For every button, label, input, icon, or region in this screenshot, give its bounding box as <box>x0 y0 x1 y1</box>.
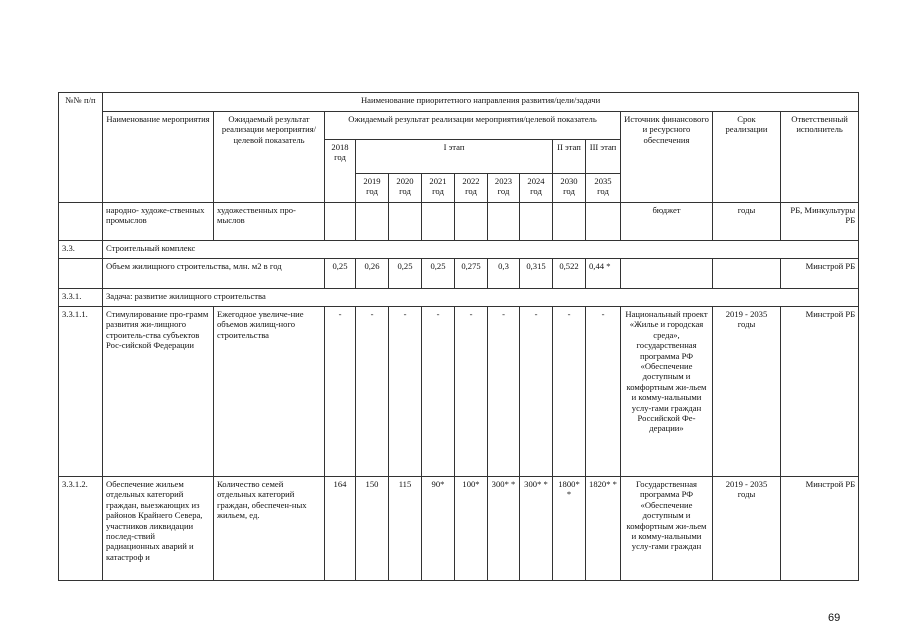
header-term: Срок реализации <box>713 112 781 203</box>
row-source: Национальный проект «Жилье и городская среда», государственная программа РФ «Обеспечение доступным и комфортным жи-льем и комму-нальными услу-гами граждан Российской Фе-дерации» <box>621 307 713 477</box>
table-row <box>59 477 859 581</box>
value-cell: - <box>520 307 553 477</box>
value-cell: 0,3 <box>488 259 520 289</box>
section-title: Задача: развитие жилищного строительства <box>103 289 859 307</box>
cont-term: годы <box>713 203 781 241</box>
header-expected-result-group: Ожидаемый результат реализации мероприятия/целевой показатель <box>325 112 621 140</box>
header-year: 2022 год <box>455 174 488 203</box>
header-year: 2024 год <box>520 174 553 203</box>
row-result: Ежегодное увеличе-ние объемов жилищ-ного строительства <box>214 307 325 477</box>
section-num: 3.3. <box>59 241 103 259</box>
header-2018: 2018 год <box>325 140 356 203</box>
row-source: Государственная программа РФ «Обеспечение доступным и комфортным жи-льем и комму-нальными услу-гами граждан <box>621 477 713 581</box>
volume-responsible: Минстрой РБ <box>781 259 859 289</box>
value-cell: 0,275 <box>455 259 488 289</box>
header-measure-name: Наименование мероприятия <box>103 112 214 203</box>
header-year: 2023 год <box>488 174 520 203</box>
cont-source: бюджет <box>621 203 713 241</box>
value-cell: - <box>325 307 356 477</box>
plan-table <box>58 92 859 581</box>
value-cell: 100* <box>455 477 488 581</box>
cont-result: художественных про-мыслов <box>214 203 325 241</box>
value-cell: 115 <box>389 477 422 581</box>
value-cell: 0,25 <box>389 259 422 289</box>
table-row <box>59 307 859 477</box>
cont-responsible: РБ, Минкультуры РБ <box>781 203 859 241</box>
header-stage-3: III этап <box>586 140 621 174</box>
value-cell: 0,44 * <box>586 259 621 289</box>
row-result: Количество семей отдельных категорий граждан, обеспечен-ных жильем, ед. <box>214 477 325 581</box>
header-stage-2: II этап <box>553 140 586 174</box>
row-responsible: Минстрой РБ <box>781 477 859 581</box>
row-term: 2019 - 2035 годы <box>713 307 781 477</box>
cont-name: народно- художе-ственных промыслов <box>103 203 214 241</box>
header-num: №№ п/п <box>59 93 103 203</box>
value-cell: - <box>356 307 389 477</box>
value-cell: 150 <box>356 477 389 581</box>
header-year: 2019 год <box>356 174 389 203</box>
header-source: Источник финансового и ресурсного обеспечения <box>621 112 713 203</box>
value-cell: 300* * <box>488 477 520 581</box>
header-expected-result: Ожидаемый результат реализации мероприятия/целевой показатель <box>214 112 325 203</box>
row-num: 3.3.1.1. <box>59 307 103 477</box>
table-row <box>59 203 859 241</box>
value-cell: - <box>488 307 520 477</box>
section-row <box>59 289 859 307</box>
section-num: 3.3.1. <box>59 289 103 307</box>
value-cell: 0,25 <box>422 259 455 289</box>
value-cell: 164 <box>325 477 356 581</box>
table-row <box>59 259 859 289</box>
row-responsible: Минстрой РБ <box>781 307 859 477</box>
row-name: Обеспечение жильем отдельных категорий граждан, выезжающих из районов Крайнего Севера, участников ликвидации послед-ствий радиационных аварий и катастроф и <box>103 477 214 581</box>
value-cell: - <box>586 307 621 477</box>
header-year: 2021 год <box>422 174 455 203</box>
row-name: Стимулирование про-грамм развития жи-лищного строитель-ства субъектов Рос-сийской Федерации <box>103 307 214 477</box>
row-term: 2019 - 2035 годы <box>713 477 781 581</box>
value-cell: - <box>389 307 422 477</box>
section-title: Строительный комплекс <box>103 241 859 259</box>
header-year: 2030 год <box>553 174 586 203</box>
header-stage-1: I этап <box>356 140 553 174</box>
value-cell: 0,25 <box>325 259 356 289</box>
header-year: 2035 год <box>586 174 621 203</box>
value-cell: 0,315 <box>520 259 553 289</box>
value-cell: 1800* * <box>553 477 586 581</box>
volume-label: Объем жилищного строительства, млн. м2 в год <box>103 259 325 289</box>
value-cell: 90* <box>422 477 455 581</box>
value-cell: 300* * <box>520 477 553 581</box>
value-cell: 0,26 <box>356 259 389 289</box>
value-cell: 1820* * <box>586 477 621 581</box>
value-cell: 0,522 <box>553 259 586 289</box>
page-number: 69 <box>828 612 841 624</box>
value-cell: - <box>422 307 455 477</box>
value-cell: - <box>553 307 586 477</box>
row-num: 3.3.1.2. <box>59 477 103 581</box>
value-cell: - <box>455 307 488 477</box>
header-priority: Наименование приоритетного направления развития/цели/задачи <box>103 93 859 112</box>
section-row <box>59 241 859 259</box>
header-year: 2020 год <box>389 174 422 203</box>
header-responsible: Ответственный исполнитель <box>781 112 859 203</box>
